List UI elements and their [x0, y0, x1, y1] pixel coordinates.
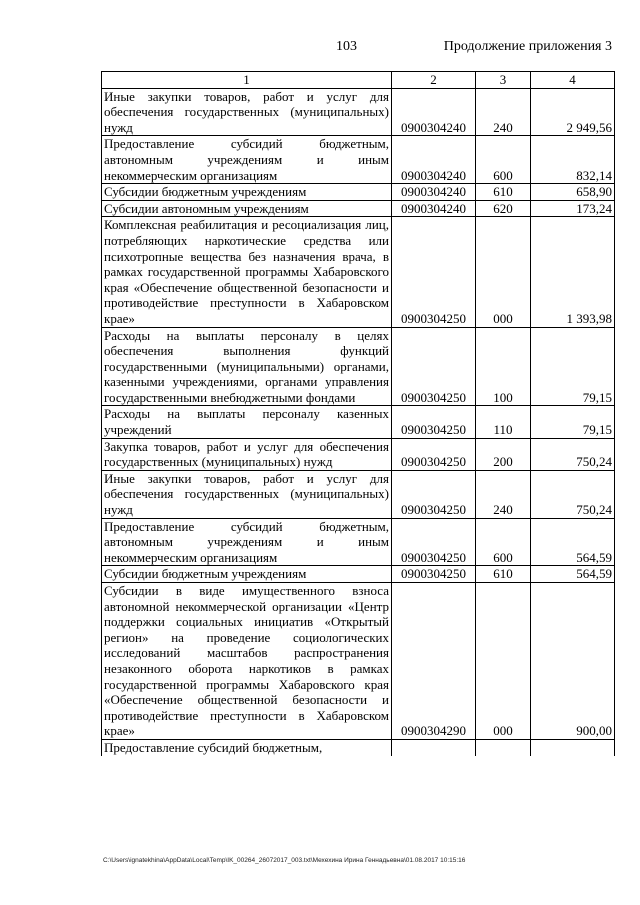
header-row — [102, 72, 615, 89]
target-code: 0900304250 — [392, 217, 476, 327]
continuation-title: Продолжение приложения 3 — [443, 39, 612, 54]
table-row — [102, 583, 615, 740]
amount: 658,90 — [531, 184, 615, 201]
expense-name: Субсидии в виде имущественного взноса автономной некоммерческой организации «Центр поддержки социальных инициатив «Открытый регион» на проведение социологических исследований масштабов распространения незаконного оборота наркотиков в рамках государственной программы Хабаровского края «Обеспечение общественной безопасности и противодействие преступности в Хабаровском крае» — [102, 583, 392, 740]
column-header: 2 — [392, 72, 476, 89]
expense-type: 610 — [476, 566, 531, 583]
expense-name: Предоставление субсидий бюджетным, автономным учреждениям и иным некоммерческим организациям — [102, 518, 392, 566]
target-code: 0900304240 — [392, 200, 476, 217]
expense-type: 110 — [476, 406, 531, 438]
target-code: 0900304240 — [392, 184, 476, 201]
expense-type: 600 — [476, 136, 531, 184]
amount — [531, 739, 615, 755]
target-code: 0900304250 — [392, 518, 476, 566]
target-code: 0900304250 — [392, 566, 476, 583]
expense-type: 000 — [476, 583, 531, 740]
expense-type: 240 — [476, 88, 531, 136]
amount: 900,00 — [531, 583, 615, 740]
amount: 1 393,98 — [531, 217, 615, 327]
expense-name: Субсидии бюджетным учреждениям — [102, 566, 392, 583]
amount: 564,59 — [531, 566, 615, 583]
expense-name: Расходы на выплаты персоналу казенных учреждений — [102, 406, 392, 438]
table-row — [102, 217, 615, 327]
expense-type: 100 — [476, 327, 531, 406]
expense-type — [476, 739, 531, 755]
target-code: 0900304250 — [392, 470, 476, 518]
table-row — [102, 406, 615, 438]
budget-table — [101, 71, 615, 756]
amount: 2 949,56 — [531, 88, 615, 136]
column-header: 1 — [102, 72, 392, 89]
expense-type: 620 — [476, 200, 531, 217]
table-row — [102, 470, 615, 518]
table-row — [102, 327, 615, 406]
table-row — [102, 200, 615, 217]
amount: 79,15 — [531, 327, 615, 406]
target-code — [392, 739, 476, 755]
expense-name: Расходы на выплаты персоналу в целях обеспечения выполнения функций государственными (муниципальными) органами, казенными учреждениями, органами управления государственными внебюджетными фондами — [102, 327, 392, 406]
expense-name: Субсидии автономным учреждениям — [102, 200, 392, 217]
expense-type: 200 — [476, 438, 531, 470]
amount: 750,24 — [531, 470, 615, 518]
page-number: 103 — [336, 39, 357, 54]
expense-name: Предоставление субсидий бюджетным, — [102, 739, 392, 755]
table-row — [102, 438, 615, 470]
table-row — [102, 136, 615, 184]
expense-type: 600 — [476, 518, 531, 566]
table-row — [102, 566, 615, 583]
expense-name: Субсидии бюджетным учреждениям — [102, 184, 392, 201]
expense-type: 000 — [476, 217, 531, 327]
column-header: 4 — [531, 72, 615, 89]
target-code: 0900304250 — [392, 327, 476, 406]
target-code: 0900304240 — [392, 136, 476, 184]
amount: 832,14 — [531, 136, 615, 184]
amount: 564,59 — [531, 518, 615, 566]
expense-name: Закупка товаров, работ и услуг для обеспечения государственных (муниципальных) нужд — [102, 438, 392, 470]
target-code: 0900304240 — [392, 88, 476, 136]
table-row — [102, 184, 615, 201]
target-code: 0900304290 — [392, 583, 476, 740]
table-row — [102, 518, 615, 566]
expense-name: Иные закупки товаров, работ и услуг для обеспечения государственных (муниципальных) нужд — [102, 88, 392, 136]
amount: 173,24 — [531, 200, 615, 217]
amount: 79,15 — [531, 406, 615, 438]
expense-name: Предоставление субсидий бюджетным, автономным учреждениям и иным некоммерческим организациям — [102, 136, 392, 184]
amount: 750,24 — [531, 438, 615, 470]
expense-type: 610 — [476, 184, 531, 201]
table-row — [102, 88, 615, 136]
table-row — [102, 739, 615, 755]
target-code: 0900304250 — [392, 438, 476, 470]
file-path-footer: C:\Users\ignatekhina\AppData\Local\Temp\IK_00264_26072017_003.txt\Мехехина Ирина Геннадьевна\01.08.2017 10:15:16 — [103, 857, 466, 864]
expense-name: Иные закупки товаров, работ и услуг для обеспечения государственных (муниципальных) нужд — [102, 470, 392, 518]
column-header: 3 — [476, 72, 531, 89]
expense-type: 240 — [476, 470, 531, 518]
expense-name: Комплексная реабилитация и ресоциализация лиц, потребляющих наркотические средства или психотропные вещества без назначения врача, в рамках государственной программы Хабаровского края «Обеспечение общественной безопасности и противодействие преступности в Хабаровском крае» — [102, 217, 392, 327]
target-code: 0900304250 — [392, 406, 476, 438]
